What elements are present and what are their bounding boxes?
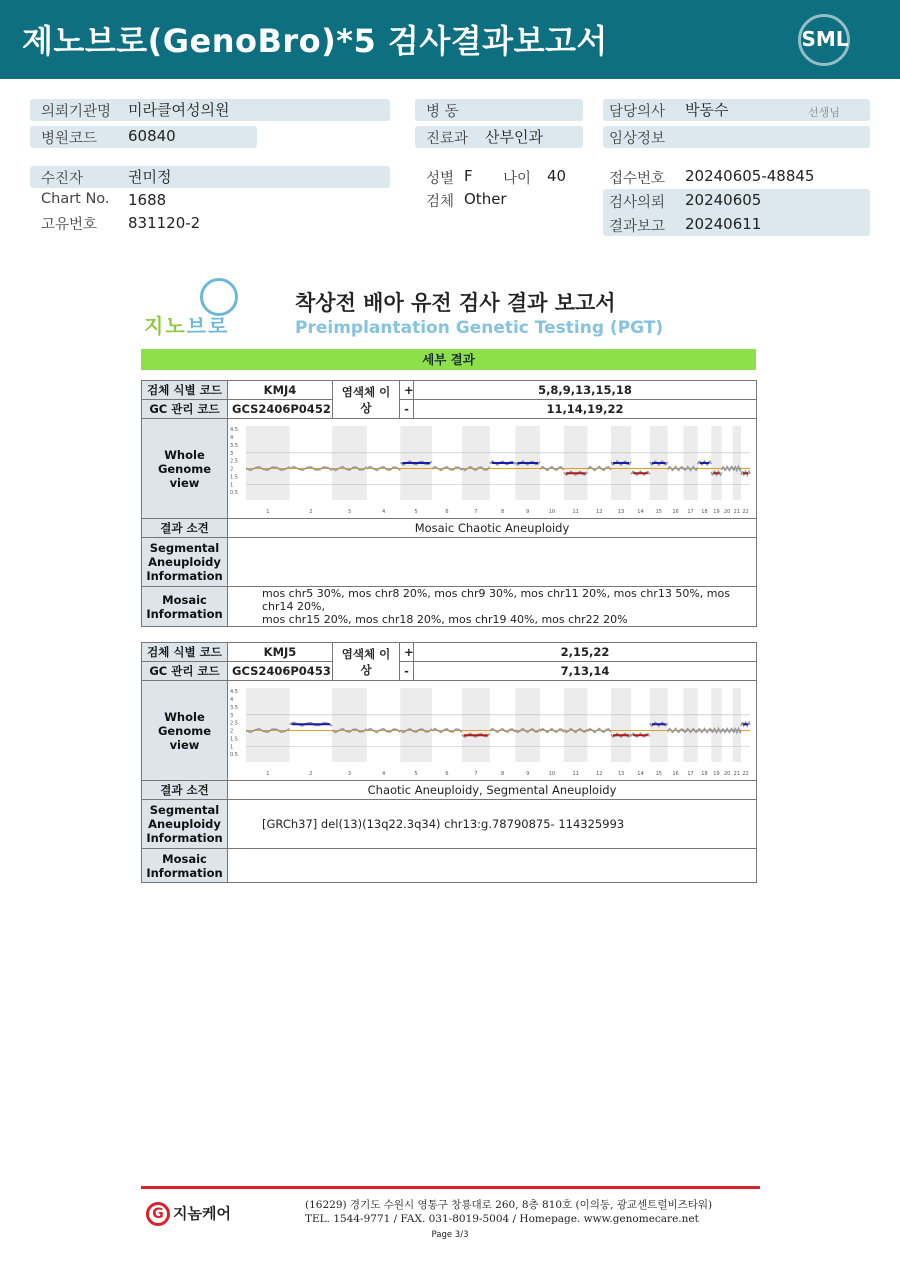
report-date-label: 결과보고 (609, 219, 666, 235)
footer-address (305, 1198, 712, 1226)
genome-plot-cell (228, 419, 757, 519)
doctor-suffix: 선생님 (808, 106, 840, 119)
y-tick-label: 3 (230, 712, 234, 719)
x-tick-label: 7 (474, 508, 478, 515)
genobro-logo-text: 지노브로 (144, 314, 230, 338)
x-tick-label: 2 (309, 770, 313, 777)
x-tick-label: 8 (500, 508, 505, 515)
specimen-code-label: 검체 식별 코드 (142, 643, 228, 662)
finding-value: Mosaic Chaotic Aneuploidy (228, 519, 757, 538)
chromosome-band (462, 688, 490, 762)
y-tick-label: 1 (230, 481, 234, 488)
x-tick-label: 13 (617, 508, 625, 515)
id-value: 831120-2 (128, 214, 201, 232)
y-tick-label: 2 (230, 728, 234, 735)
gain-sign: + (400, 381, 414, 400)
address-line-1: (16229) 경기도 수원시 영통구 창룡대로 260, 8층 810호 (이의동, 광교센트럴비즈타워) (305, 1199, 713, 1211)
x-tick-label: 11 (572, 770, 579, 777)
request-value: 20240605 (685, 191, 762, 209)
loss-sign: - (400, 662, 414, 681)
x-tick-label: 21 (733, 770, 741, 777)
mosaic-label: Mosaic Information (142, 849, 228, 883)
chromosome-band (711, 688, 721, 762)
x-tick-label: 3 (347, 508, 352, 515)
x-tick-label: 3 (347, 770, 352, 777)
mosaic-value (228, 849, 757, 883)
x-tick-label: 15 (655, 508, 662, 515)
mosaic-line-1: mos chr5 30%, mos chr8 20%, mos chr9 30%, mos chr11 20%, mos chr13 50%, mos chr14 20%, (262, 587, 730, 613)
sml-logo: SML (796, 12, 854, 68)
chromosome-band (733, 426, 741, 500)
finding-label: 결과 소견 (142, 519, 228, 538)
x-tick-label: 12 (596, 770, 603, 777)
chromosome-band (711, 426, 721, 500)
segmental-label: Segmental Aneuploidy Information (142, 538, 228, 587)
y-tick-label: 4 (230, 434, 234, 441)
loss-list: 11,14,19,22 (414, 400, 757, 419)
y-tick-label: 0.5 (230, 489, 238, 496)
header-bar (0, 0, 900, 79)
chromosome-band (332, 688, 367, 762)
specimen-value: Other (464, 190, 507, 208)
age-value: 40 (547, 167, 567, 185)
x-tick-label: 18 (701, 770, 708, 777)
y-tick-label: 3.5 (230, 442, 238, 449)
institution-label: 의뢰기관명 (41, 104, 112, 120)
name-row-bg (30, 166, 390, 188)
page-number: Page 3/3 (431, 1230, 469, 1240)
gain-list: 2,15,22 (414, 643, 757, 662)
genobro-logo (140, 278, 258, 338)
receipt-value: 20240605-48845 (685, 167, 815, 185)
loss-sign: - (400, 400, 414, 419)
chromosome-band (332, 426, 367, 500)
x-tick-label: 21 (733, 508, 741, 515)
hospital-code-label: 병원코드 (41, 131, 98, 147)
x-tick-label: 19 (713, 770, 720, 777)
report-main-title: 착상전 배아 유전 검사 결과 보고서 (295, 291, 616, 315)
chromosome-band (400, 688, 432, 762)
x-tick-label: 10 (548, 508, 556, 515)
receipt-label: 접수번호 (609, 171, 666, 187)
genome-plot-1 (228, 420, 755, 518)
chrom-abn-label: 염색체 이상 (333, 643, 400, 681)
whole-genome-label: Whole Genome view (142, 681, 228, 781)
report-date-value: 20240611 (685, 215, 762, 233)
chromosome-band (733, 688, 741, 762)
segmental-value (228, 538, 757, 587)
genome-plot-2 (228, 682, 755, 780)
x-tick-label: 18 (701, 508, 708, 515)
clinical-label: 임상정보 (609, 131, 666, 147)
name-label: 수진자 (41, 171, 84, 187)
x-tick-label: 5 (414, 770, 418, 777)
chromosome-band (564, 426, 588, 500)
chromosome-band (462, 426, 490, 500)
sample-table-1 (141, 380, 757, 627)
x-tick-label: 9 (526, 508, 530, 515)
x-tick-label: 4 (381, 508, 386, 515)
x-tick-label: 14 (637, 770, 644, 777)
x-tick-label: 1 (266, 508, 270, 515)
specimen-label: 검체 (426, 194, 455, 210)
x-tick-label: 17 (687, 770, 694, 777)
chromosome-band (683, 426, 697, 500)
ward-label: 병 동 (426, 104, 459, 120)
x-tick-label: 6 (445, 508, 449, 515)
chromosome-band (246, 688, 290, 762)
sex-label: 성별 (426, 171, 455, 187)
gc-code-value: GCS2406P0453 (228, 662, 333, 681)
x-tick-label: 22 (742, 770, 749, 777)
y-tick-label: 3.5 (230, 704, 238, 711)
y-tick-label: 2.5 (230, 458, 238, 465)
genomecare-logo: G 지놈케어 (146, 1202, 231, 1226)
y-tick-label: 2 (230, 466, 234, 473)
footer-divider (141, 1186, 760, 1189)
gain-list: 5,8,9,13,15,18 (414, 381, 757, 400)
institution-value: 미라클여성의원 (128, 101, 230, 119)
x-tick-label: 1 (266, 770, 270, 777)
x-tick-label: 16 (672, 508, 679, 515)
x-tick-label: 8 (500, 770, 505, 777)
gc-code-label: GC 관리 코드 (142, 662, 228, 681)
report-title: 제노브로(GenoBro)*5 검사결과보고서 (22, 22, 608, 60)
sex-value: F (464, 167, 473, 185)
x-tick-label: 16 (672, 770, 679, 777)
y-tick-label: 0.5 (230, 751, 238, 758)
address-line-2: TEL. 1544-9771 / FAX. 031-8019-5004 / Homepage. www.genomecare.net (305, 1213, 699, 1225)
x-tick-label: 7 (474, 770, 478, 777)
segmental-label: Segmental Aneuploidy Information (142, 800, 228, 849)
x-tick-label: 20 (723, 508, 731, 515)
chart-label: Chart No. (41, 191, 110, 207)
x-tick-label: 14 (637, 508, 644, 515)
name-value: 권미정 (128, 168, 172, 186)
x-tick-label: 22 (742, 508, 749, 515)
y-tick-label: 4.5 (230, 426, 238, 433)
x-tick-label: 17 (687, 508, 694, 515)
specimen-code-value: KMJ4 (228, 381, 333, 400)
chromosome-band (683, 688, 697, 762)
chromosome-band (246, 426, 290, 500)
y-tick-label: 4.5 (230, 688, 238, 695)
chart-value: 1688 (128, 191, 167, 209)
chromosome-band (515, 688, 540, 762)
id-label: 고유번호 (41, 217, 98, 233)
dept-value: 산부인과 (485, 128, 543, 146)
y-tick-label: 3 (230, 450, 234, 457)
specimen-code-value: KMJ5 (228, 643, 333, 662)
whole-genome-label: Whole Genome view (142, 419, 228, 519)
mosaic-line-2: mos chr15 20%, mos chr18 20%, mos chr19 40%, mos chr22 20% (262, 613, 628, 626)
mosaic-value (228, 587, 757, 627)
genomecare-g-icon: G (146, 1202, 170, 1226)
y-tick-label: 1.5 (230, 473, 238, 480)
finding-label: 결과 소견 (142, 781, 228, 800)
doctor-value: 박동수 (685, 101, 729, 119)
y-tick-label: 2.5 (230, 720, 238, 727)
x-tick-label: 5 (414, 508, 418, 515)
x-tick-label: 19 (713, 508, 720, 515)
gc-code-value: GCS2406P0452 (228, 400, 333, 419)
loss-list: 7,13,14 (414, 662, 757, 681)
y-tick-label: 1.5 (230, 735, 238, 742)
x-tick-label: 10 (548, 770, 556, 777)
chrom-abn-label: 염색체 이상 (333, 381, 400, 419)
x-tick-label: 9 (526, 770, 530, 777)
x-tick-label: 20 (723, 770, 731, 777)
x-tick-label: 2 (309, 508, 313, 515)
x-tick-label: 13 (617, 770, 625, 777)
x-tick-label: 15 (655, 770, 662, 777)
section-detail-results: 세부 결과 (141, 349, 756, 370)
age-label: 나이 (503, 171, 532, 187)
doctor-label: 담당의사 (609, 104, 666, 120)
chromosome-band (564, 688, 588, 762)
sample-table-2 (141, 642, 757, 883)
y-tick-label: 1 (230, 743, 234, 750)
gain-sign: + (400, 643, 414, 662)
genome-plot-cell (228, 681, 757, 781)
request-label: 검사의뢰 (609, 195, 666, 211)
finding-value: Chaotic Aneuploidy, Segmental Aneuploidy (228, 781, 757, 800)
x-tick-label: 6 (445, 770, 449, 777)
gc-code-label: GC 관리 코드 (142, 400, 228, 419)
specimen-code-label: 검체 식별 코드 (142, 381, 228, 400)
x-tick-label: 12 (596, 508, 603, 515)
report-subtitle: Preimplantation Genetic Testing (PGT) (295, 318, 664, 338)
chromosome-band (611, 688, 631, 762)
hospital-code-value: 60840 (128, 127, 176, 145)
x-tick-label: 4 (381, 770, 386, 777)
segmental-value: [GRCh37] del(13)(13q22.3q34) chr13:g.78790875- 114325993 (228, 800, 757, 849)
dept-label: 진료과 (426, 131, 469, 147)
x-tick-label: 11 (572, 508, 579, 515)
y-tick-label: 4 (230, 696, 234, 703)
mosaic-label: Mosaic Information (142, 587, 228, 627)
